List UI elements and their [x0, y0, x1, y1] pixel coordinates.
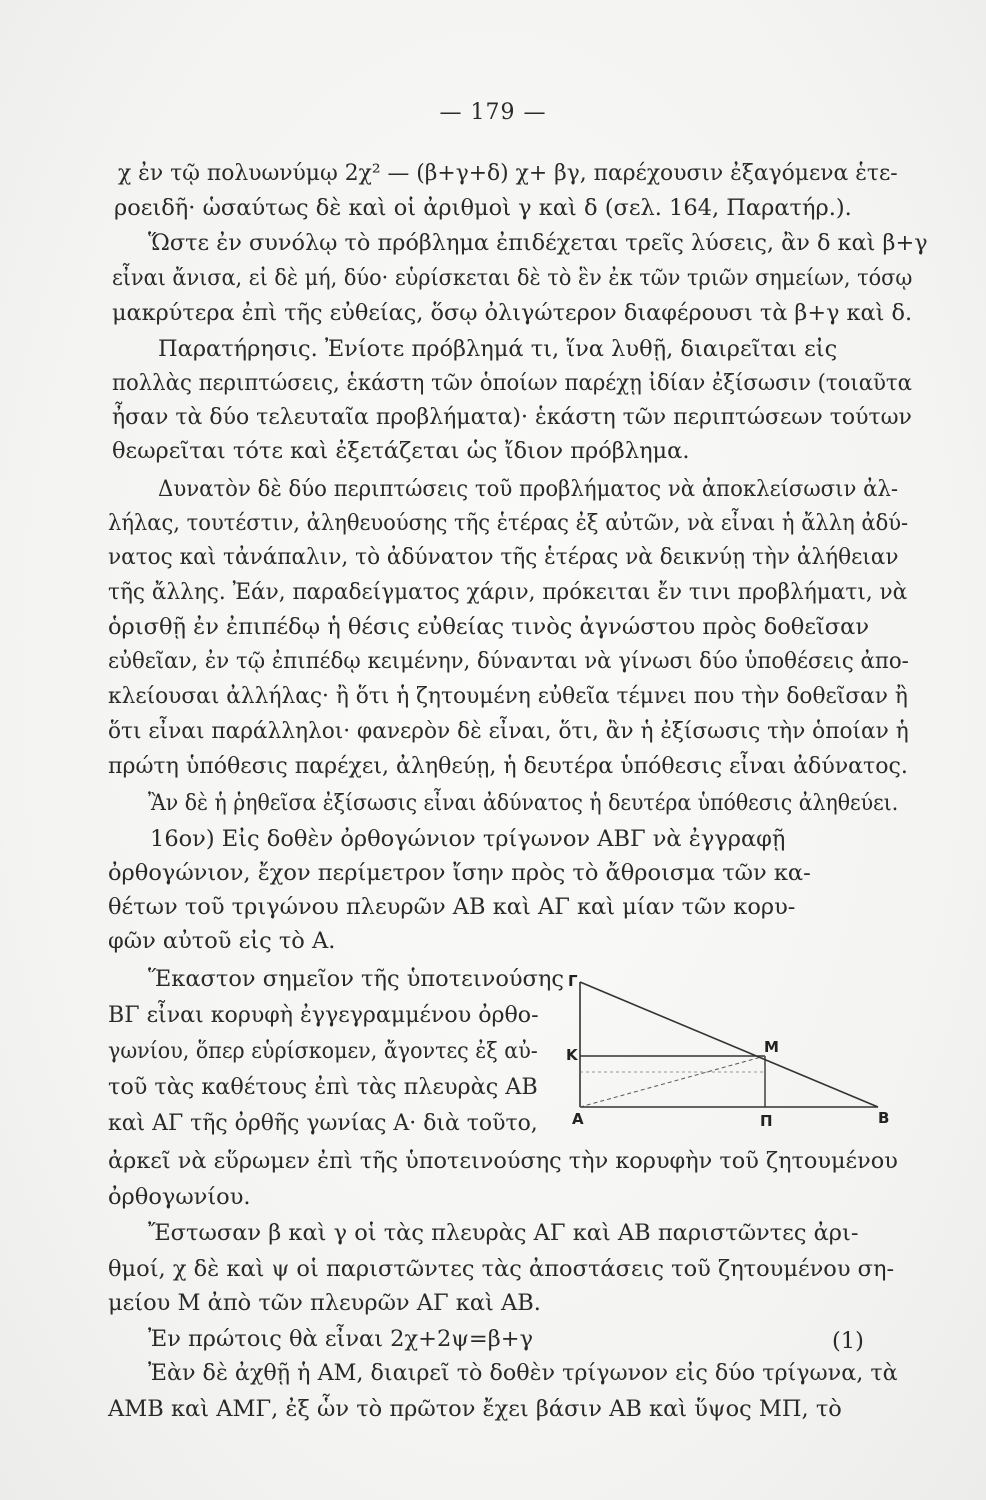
text-line: γωνίου, ὅπερ εὑρίσκομεν, ἄγοντες ἐξ αὐ-: [108, 1038, 538, 1064]
text-line: χ ἐν τῷ πολυωνύμῳ 2χ² — (β+γ+δ) χ+ βγ, παρέχουσιν ἐξαγόμενα ἑτε-: [118, 160, 898, 186]
text-line: πολλὰς περιπτώσεις, ἑκάστη τῶν ὁποίων παρέχῃ ἰδίαν ἐξίσωσιν (τοιαῦτα: [112, 370, 913, 396]
text-line: ὀρθογωνίου.: [108, 1184, 251, 1210]
triangle-diagram: [560, 972, 900, 1132]
text-line: ροειδῆ· ὡσαύτως δὲ καὶ οἱ ἀριθμοὶ γ καὶ δ (σελ. 164, Παρατήρ.).: [114, 195, 852, 221]
label-gamma: Γ: [568, 972, 578, 990]
text-line: Ὥστε ἐν συνόλῳ τὸ πρόβλημα ἐπιδέχεται τρεῖς λύσεις, ἂν δ καὶ β+γ: [148, 230, 928, 256]
label-beta: Β: [878, 1109, 890, 1127]
page-number: — 179 —: [439, 100, 547, 125]
text-line: Ἐὰν δὲ ἀχθῇ ἡ ΑΜ, διαιρεῖ τὸ δοθὲν τρίγωνον εἰς δύο τρίγωνα, τὰ: [148, 1360, 898, 1386]
label-kappa: Κ: [566, 1046, 578, 1064]
text-line: Ἐν πρώτοις θὰ εἶναι 2χ+2ψ=β+γ: [148, 1326, 534, 1352]
label-alpha: Α: [572, 1110, 584, 1128]
text-line: ὅτι εἶναι παράλληλοι· φανερὸν δὲ εἶναι, ὅτι, ἂν ἡ ἐξίσωσις τὴν ὁποίαν ἡ: [108, 718, 909, 744]
text-line: 16ον) Εἰς δοθὲν ὀρθογώνιον τρίγωνον ΑΒΓ νὰ ἐγγραφῇ: [150, 826, 786, 852]
text-line: θεωρεῖται τότε καὶ ἐξετάζεται ὡς ἴδιον πρόβλημα.: [112, 438, 690, 464]
text-line: κλείουσαι ἀλλήλας· ἢ ὅτι ἡ ζητουμένη εὐθεῖα τέμνει που τὴν δοθεῖσαν ἢ: [108, 683, 908, 709]
text-line: φῶν αὐτοῦ εἰς τὸ Α.: [108, 928, 336, 954]
text-line: μακρύτερα ἐπὶ τῆς εὐθείας, ὅσῳ ὀλιγώτερον διαφέρουσι τὰ β+γ καὶ δ.: [112, 300, 913, 326]
text-line: θμοί, χ δὲ καὶ ψ οἱ παριστῶντες τὰς ἀποστάσεις τοῦ ζητουμένου ση-: [108, 1256, 895, 1282]
text-line: νατος καὶ τἀνάπαλιν, τὸ ἀδύνατον τῆς ἑτέρας νὰ δεικνύῃ τὴν ἀλήθειαν: [108, 544, 899, 570]
text-line: ΒΓ εἶναι κορυφὴ ἐγγεγραμμένου ὀρθο-: [108, 1002, 539, 1028]
text-line: Παρατήρησις. Ἐνίοτε πρόβλημά τι, ἵνα λυθῇ, διαιρεῖται εἰς: [158, 336, 838, 362]
text-line: εἶναι ἄνισα, εἰ δὲ μή, δύο· εὑρίσκεται δὲ τὸ ἓν ἐκ τῶν τριῶν σημείων, τόσῳ: [112, 265, 913, 291]
text-line: ΑΜΒ καὶ ΑΜΓ, ἐξ ὧν τὸ πρῶτον ἔχει βάσιν ΑΒ καὶ ὕψος ΜΠ, τὸ: [108, 1396, 842, 1422]
text-line: Δυνατὸν δὲ δύο περιπτώσεις τοῦ προβλήματος νὰ ἀποκλείσωσιν ἀλ-: [158, 476, 899, 502]
triangle-figure: [560, 972, 900, 1132]
text-line: ὁρισθῇ ἐν ἐπιπέδῳ ἡ θέσις εὐθείας τινὸς ἀγνώστου πρὸς δοθεῖσαν: [108, 614, 870, 640]
text-line: λήλας, τουτέστιν, ἀληθευούσης τῆς ἑτέρας ἐξ αὐτῶν, νὰ εἶναι ἡ ἄλλη ἀδύ-: [108, 510, 909, 536]
text-line: ἦσαν τὰ δύο τελευταῖα προβλήματα)· ἑκάστη τῶν περιπτώσεων τούτων: [112, 404, 912, 430]
text-line: μείου Μ ἀπὸ τῶν πλευρῶν ΑΓ καὶ ΑΒ.: [108, 1290, 541, 1316]
text-line: τοῦ τὰς καθέτους ἐπὶ τὰς πλευρὰς ΑΒ: [108, 1074, 538, 1100]
text-line: πρώτη ὑπόθεσις παρέχει, ἀληθεύῃ, ἡ δευτέρα ὑπόθεσις εἶναι ἀδύνατος.: [108, 753, 908, 779]
text-line: καὶ ΑΓ τῆς ὀρθῆς γωνίας Α· διὰ τοῦτο,: [108, 1110, 538, 1136]
label-pi: Π: [760, 1112, 773, 1130]
text-line: Ἔστωσαν β καὶ γ οἱ τὰς πλευρὰς ΑΓ καὶ ΑΒ παριστῶντες ἀρι-: [148, 1220, 859, 1246]
text-line: εὐθεῖαν, ἐν τῷ ἐπιπέδῳ κειμένην, δύνανται νὰ γίνωσι δύο ὑποθέσεις ἀπο-: [108, 648, 909, 674]
text-line: Ἕκαστον σημεῖον τῆς ὑποτεινούσης: [148, 966, 564, 992]
text-line: τῆς ἄλλης. Ἐάν, παραδείγματος χάριν, πρόκειται ἔν τινι προβλήματι, νὰ: [108, 579, 908, 605]
label-mu: Μ: [764, 1038, 779, 1056]
text-line: ἀρκεῖ νὰ εὕρωμεν ἐπὶ τῆς ὑποτεινούσης τὴν κορυφὴν τοῦ ζητουμένου: [108, 1148, 898, 1174]
text-line: θέτων τοῦ τριγώνου πλευρῶν ΑΒ καὶ ΑΓ καὶ μίαν τῶν κορυ-: [108, 894, 796, 920]
equation-number: (1): [832, 1328, 864, 1354]
text-line: ὀρθογώνιον, ἔχον περίμετρον ἴσην πρὸς τὸ ἄθροισμα τῶν κα-: [108, 860, 811, 886]
text-line: Ἂν δὲ ἡ ῥηθεῖσα ἐξίσωσις εἶναι ἀδύνατος ἡ δευτέρα ὑπόθεσις ἀληθεύει.: [148, 790, 899, 816]
